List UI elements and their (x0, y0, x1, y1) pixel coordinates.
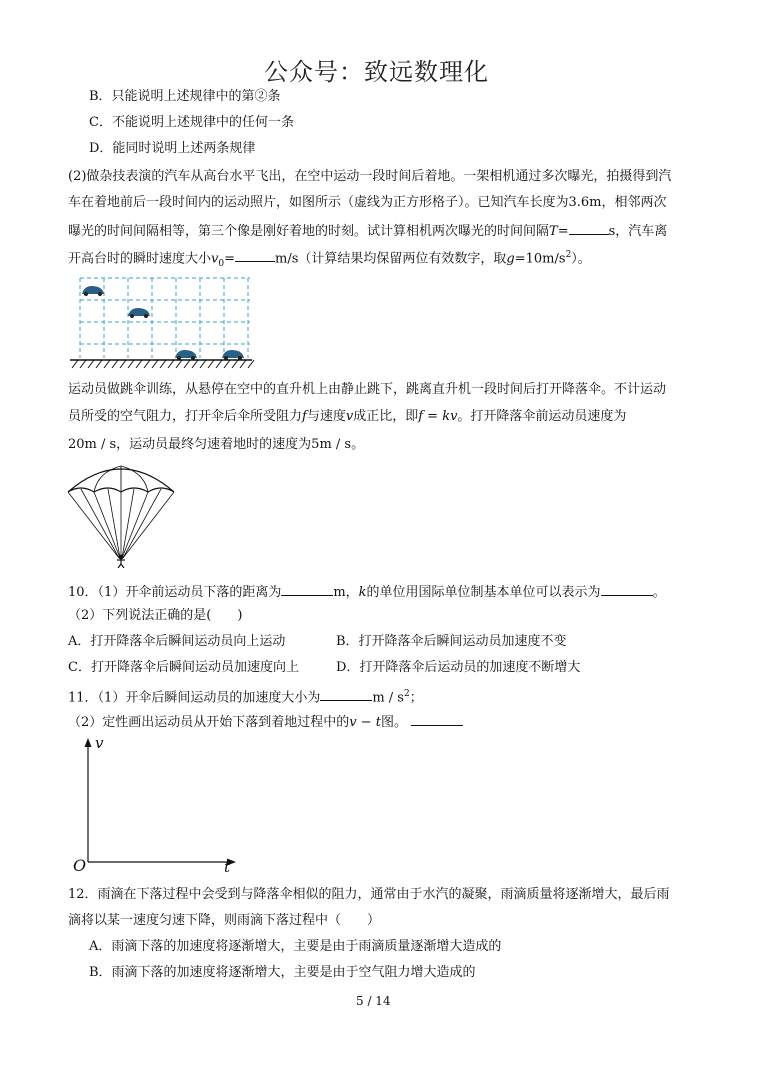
q12-line-2: 滴将以某一速度匀速下降，则雨滴下落过程中（ ） (68, 913, 381, 928)
car-images (82, 286, 244, 360)
answer-blank-acceleration[interactable] (320, 686, 372, 701)
var-f: f (302, 409, 307, 424)
q11-part2-tail: 图。 (381, 715, 408, 730)
q2-line-4-tail: ）。 (571, 251, 591, 267)
option-b: B．只能说明上述规律中的第②条 (89, 89, 281, 104)
para-line-2 (68, 408, 626, 426)
q2-line-4 (68, 246, 591, 273)
formula-f-kv: f = kv (418, 409, 458, 424)
g-value: =10m/s (514, 251, 566, 267)
var-g: g (506, 251, 515, 267)
q12-line-1: 12．雨滴在下落过程中会受到与降落伞相似的阻力，通常由于水汽的凝聚，雨滴质量将逐渐增大，最后雨 (68, 887, 670, 902)
q10-line-2: （2）下列说法正确的是( ) (68, 608, 243, 623)
para-line-3: 20m / s，运动员最终匀速着地时的速度为5m / s。 (68, 437, 365, 452)
option-d: D．能同时说明上述两条规律 (89, 141, 256, 156)
grid-dashed-lines (80, 278, 250, 358)
q11-part1-text: 11．（1）开伞后瞬间运动员的加速度大小为 (68, 690, 321, 706)
axis-origin-o: O (73, 856, 87, 875)
q11-line-2 (68, 711, 463, 732)
car-motion-grid-figure (70, 272, 260, 370)
q10-option-c: C．打开降落伞后瞬间运动员加速度向上 (68, 660, 299, 675)
option-c: C．不能说明上述规律中的任何一条 (89, 115, 294, 130)
para-line-2-text: 员所受的空气阻力，打开伞后伞所受阻力 (68, 409, 303, 424)
answer-blank-k-unit[interactable] (601, 581, 653, 596)
v-t-label: v − t (349, 715, 382, 730)
q2-line-1: (2)做杂技表演的汽车从高台水平飞出，在空中运动一段时间后着地。一架相机通过多次曝光，拍摄得到汽 (68, 169, 672, 184)
answer-blank-distance[interactable] (281, 581, 333, 596)
q11-semicolon: ； (409, 690, 423, 706)
page-number: 5 / 14 (356, 994, 391, 1008)
q10-line-1 (68, 581, 666, 602)
q12-option-a: A．雨滴下落的加速度将逐渐增大，主要是由于雨滴质量逐渐增大造成的 (89, 939, 502, 954)
subscript-0: 0 (218, 258, 225, 269)
q2-line-3 (68, 220, 667, 241)
var-k: k (358, 585, 367, 600)
v-axis-arrow-icon (85, 738, 92, 747)
q10-part1-mid: 的单位用国际单位制基本单位可以表示为 (366, 585, 601, 600)
equals-sign: = (224, 251, 236, 267)
q2-line-3-text: 曝光的时间间隔相等，第三个像是刚好着地的时刻。试计算相机两次曝光的时间间隔 (68, 224, 550, 239)
var-v: v (211, 251, 219, 267)
para-line-2-mid2: 成正比，即 (353, 409, 419, 424)
q10-option-a: A．打开降落伞后瞬间运动员向上运动 (68, 634, 286, 649)
q2-line-4-mid: m/s（计算结果均保留两位有效数字，取 (275, 251, 507, 267)
para-line-1: 运动员做跳伞训练，从悬停在空中的直升机上由静止跳下，跳离直升机一段时间后打开降落伞。不计运动 (68, 382, 667, 397)
q2-line-3-tail: s，汽车离 (608, 224, 668, 239)
superscript-2: 2 (403, 689, 410, 699)
q12-option-b: B．雨滴下落的加速度将逐渐增大，主要是由于空气阻力增大造成的 (89, 965, 476, 980)
var-v: v (345, 409, 354, 424)
q2-line-4-text: 开高台时的瞬时速度大小 (68, 251, 212, 267)
axis-label-t: t (224, 858, 231, 876)
q10-unit-m: m， (333, 585, 359, 600)
answer-blank-T[interactable] (569, 220, 609, 235)
q10-period: 。 (652, 585, 666, 600)
ground-hatching (72, 360, 254, 368)
q10-option-b: B．打开降落伞后瞬间运动员加速度不变 (336, 634, 567, 649)
para-line-2-tail: 。打开降落伞前运动员速度为 (457, 409, 627, 424)
equals-sign: = (557, 224, 569, 239)
v-t-axes-figure (66, 734, 246, 876)
q2-line-2: 车在着地前后一段时间内的运动照片，如图所示（虚线为正方形格子）。已知汽车长度为3.6m，相邻两次 (68, 195, 667, 210)
answer-blank-graph[interactable] (411, 711, 463, 726)
suspension-lines (68, 489, 174, 558)
q11-unit: m / s (372, 690, 404, 706)
page-header-title: 公众号：致远数理化 (264, 58, 489, 86)
answer-blank-v0[interactable] (235, 247, 275, 262)
axis-label-v: v (95, 734, 104, 752)
var-T: T (549, 224, 558, 239)
q11-part2-text: （2）定性画出运动员从开始下落到着地过程中的 (68, 715, 350, 730)
parachute-figure (64, 462, 178, 568)
para-line-2-mid1: 与速度 (306, 409, 346, 424)
superscript-2: 2 (565, 250, 572, 260)
q10-option-d: D．打开降落伞后运动员的加速度不断增大 (336, 660, 581, 675)
q10-part1-text: 10．（1）开伞前运动员下落的距离为 (68, 585, 282, 600)
q11-line-1 (68, 685, 423, 707)
